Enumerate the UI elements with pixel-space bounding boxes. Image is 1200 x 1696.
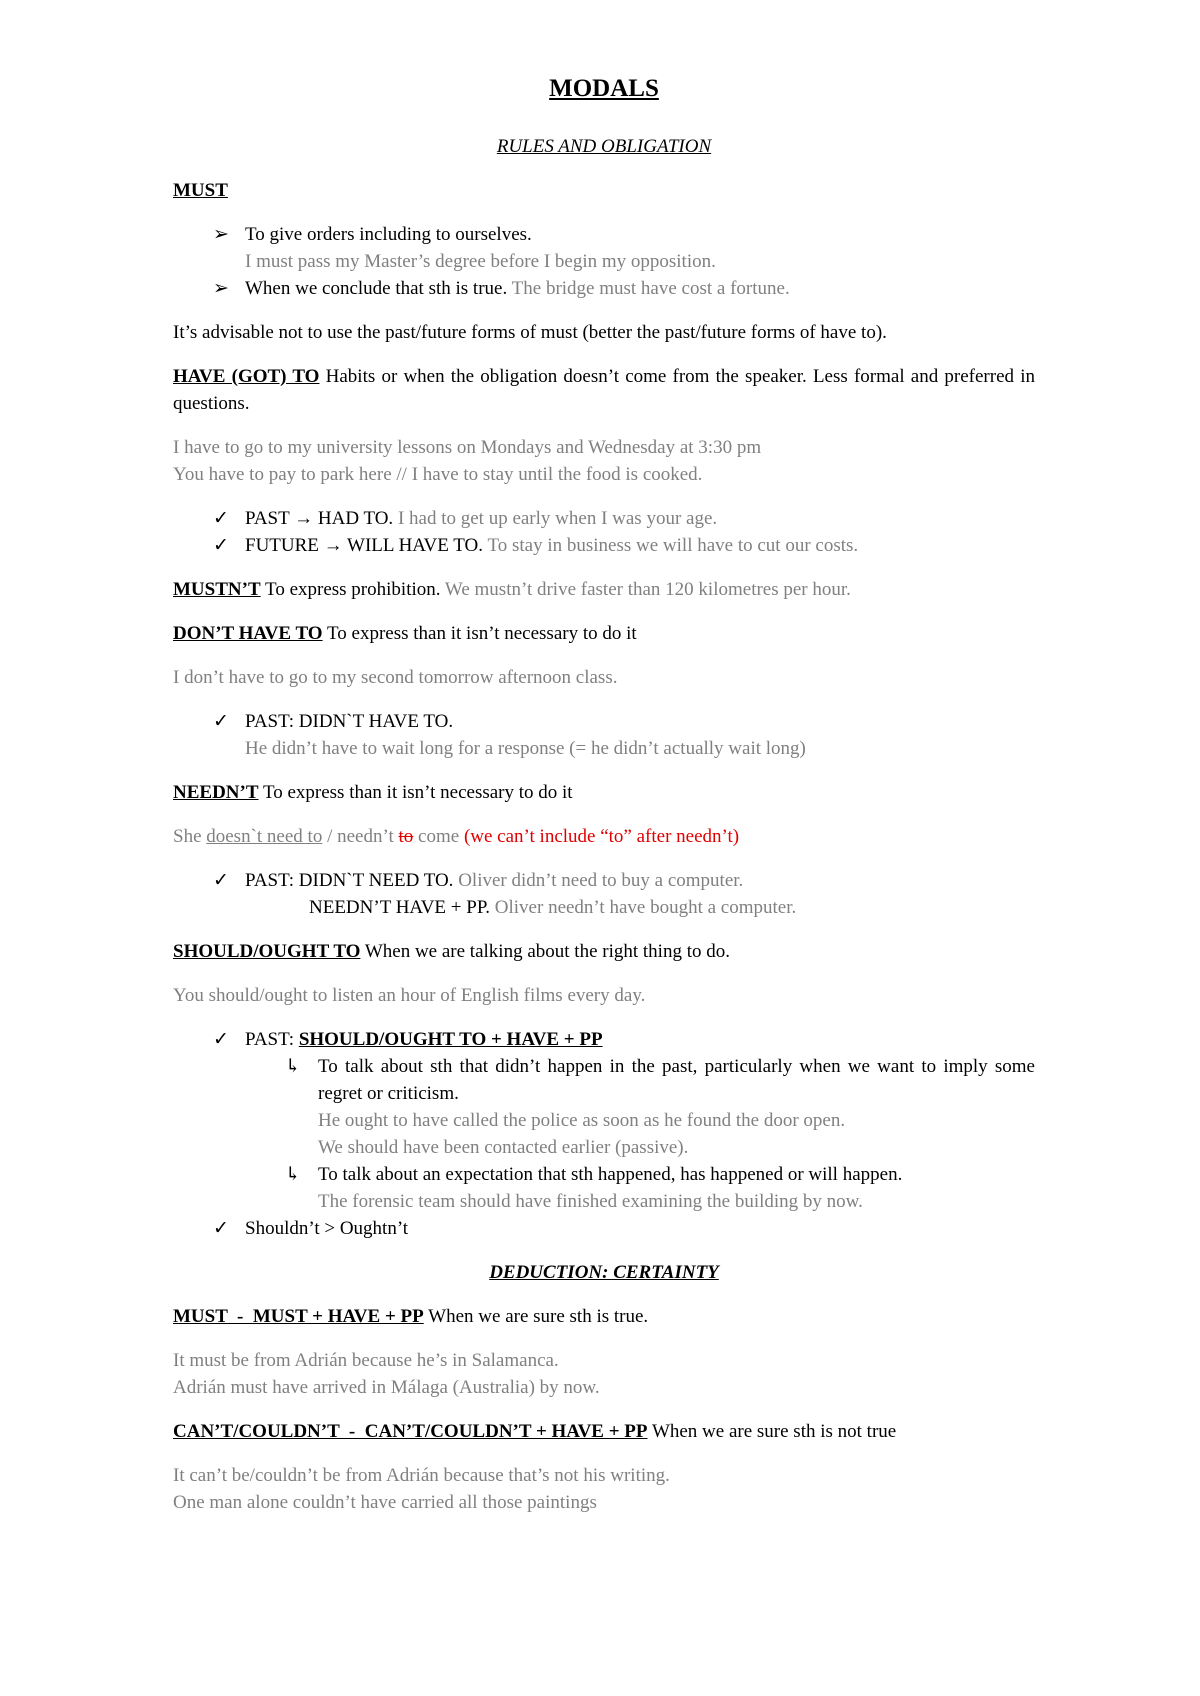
have-to-past-example: I had to get up early when I was your age. [397, 508, 718, 529]
list-item [173, 1161, 1035, 1215]
arrow-bullet-icon: ➢ [213, 224, 229, 245]
should-paragraph [173, 938, 1035, 965]
hook-arrow-icon: ↳ [285, 1056, 301, 1077]
page-title: MODALS [549, 75, 659, 102]
neednt-example [173, 823, 1035, 850]
check-icon: ✓ [213, 535, 229, 556]
mustnt-head: MUSTN’T [173, 579, 261, 600]
must-deduction-example-2: Adrián must have arrived in Málaga (Australia) by now. [173, 1377, 600, 1398]
neednt-past-1-example: Oliver didn’t need to buy a computer. [458, 870, 744, 891]
must-bullet-1-example: I must pass my Master’s degree before I begin my opposition. [245, 251, 716, 272]
should-bullets [173, 1026, 1035, 1242]
must-bullet-2: When we conclude that sth is true. [245, 278, 508, 299]
cant-example-1: It can’t be/couldn’t be from Adrián because that’s not his writing. [173, 1465, 670, 1486]
have-to-paragraph [173, 363, 1035, 417]
check-icon: ✓ [213, 1029, 229, 1050]
check-icon: ✓ [213, 1218, 229, 1239]
have-to-past: PAST → HAD TO. [245, 508, 394, 529]
check-icon: ✓ [213, 870, 229, 891]
neednt-past-2-example: Oliver needn’t have bought a computer. [494, 897, 797, 918]
must-deduction-examples [173, 1347, 1035, 1401]
list-item [173, 867, 1035, 921]
have-to-future-example: To stay in business we will have to cut our costs. [487, 535, 859, 556]
must-head: MUST [173, 180, 228, 201]
section-heading-rules: RULES AND OBLIGATION [496, 136, 712, 157]
mustnt-example: We mustn’t drive faster than 120 kilometres per hour. [444, 579, 851, 600]
neednt-head: NEEDN’T [173, 782, 259, 803]
must-deduction-example-1: It must be from Adrián because he’s in Salamanca. [173, 1350, 559, 1371]
dont-have-to-past-example: He didn’t have to wait long for a response (= he didn’t actually wait long) [245, 738, 806, 759]
neednt-example-part: She [173, 826, 207, 847]
cant-text: When we are sure sth is not true [651, 1421, 897, 1442]
must-bullets [173, 221, 1035, 302]
neednt-paragraph [173, 779, 1035, 806]
list-item [173, 532, 1035, 559]
list-item [173, 505, 1035, 532]
neednt-example-part: / needn’t [322, 826, 399, 847]
should-past-head: SHOULD/OUGHT TO + HAVE + PP [298, 1029, 603, 1050]
neednt-past-2: NEEDN’T HAVE + PP. [309, 897, 491, 918]
dont-have-to-example: I don’t have to go to my second tomorrow afternoon class. [173, 667, 618, 688]
neednt-past-1: PAST: DIDN`T NEED TO. [245, 870, 454, 891]
mustnt-paragraph [173, 576, 1035, 603]
neednt-example-part: come [413, 826, 464, 847]
neednt-example-underlined: doesn`t need to [206, 826, 323, 847]
list-item [173, 221, 1035, 275]
neednt-example-strikethrough: to [398, 826, 414, 847]
list-item [173, 1215, 1035, 1242]
should-sub-2: To talk about an expectation that sth happened, has happened or will happen. [318, 1164, 903, 1185]
have-to-example-1: I have to go to my university lessons on Mondays and Wednesday at 3:30 pm [173, 437, 762, 458]
dont-have-to-past: PAST: DIDN`T HAVE TO. [245, 711, 454, 732]
list-item [173, 708, 1035, 762]
neednt-example-note: (we can’t include “to” after needn’t) [463, 826, 740, 847]
neednt-text: To express than it isn’t necessary to do it [262, 782, 573, 803]
have-to-example-2: You have to pay to park here // I have to stay until the food is cooked. [173, 464, 703, 485]
should-sub-2-example: The forensic team should have finished examining the building by now. [318, 1191, 863, 1212]
have-to-head: HAVE (GOT) TO [173, 366, 320, 387]
dont-have-to-bullets [173, 708, 1035, 762]
should-sub-1-example-1: He ought to have called the police as soon as he found the door open. [318, 1110, 846, 1131]
hook-arrow-icon: ↳ [285, 1164, 301, 1185]
should-sub-1: To talk about sth that didn’t happen in the past, particularly when we want to imply some regret or criticism. [318, 1056, 1035, 1104]
mustnt-text: To express prohibition. [265, 579, 441, 600]
must-note: It’s advisable not to use the past/future forms of must (better the past/future forms of have to). [173, 322, 887, 343]
cant-head: CAN’T/COULDN’T - CAN’T/COULDN’T + HAVE + PP [173, 1421, 648, 1442]
must-heading [173, 177, 1035, 204]
should-comparison: Shouldn’t > Oughtn’t [245, 1218, 409, 1239]
list-item [173, 1026, 1035, 1053]
check-icon: ✓ [213, 711, 229, 732]
cant-paragraph [173, 1418, 1035, 1445]
should-past-label: PAST: [245, 1029, 295, 1050]
have-to-examples [173, 434, 1035, 488]
must-bullet-1: To give orders including to ourselves. [245, 224, 532, 245]
list-item [173, 1053, 1035, 1161]
dont-have-to-paragraph [173, 620, 1035, 647]
check-icon: ✓ [213, 508, 229, 529]
document-page [173, 72, 1035, 1533]
dont-have-to-head: DON’T HAVE TO [173, 623, 323, 644]
cant-example-2: One man alone couldn’t have carried all those paintings [173, 1492, 597, 1513]
must-deduction-head: MUST - MUST + HAVE + PP [173, 1306, 424, 1327]
arrow-bullet-icon: ➢ [213, 278, 229, 299]
should-text: When we are talking about the right thing to do. [364, 941, 730, 962]
cant-examples [173, 1462, 1035, 1516]
must-bullet-2-example: The bridge must have cost a fortune. [511, 278, 790, 299]
dont-have-to-text: To express than it isn’t necessary to do it [327, 623, 637, 644]
should-sub-1-example-2: We should have been contacted earlier (passive). [318, 1137, 689, 1158]
have-to-future: FUTURE → WILL HAVE TO. [245, 535, 484, 556]
should-example: You should/ought to listen an hour of English films every day. [173, 985, 646, 1006]
list-item [173, 275, 1035, 302]
section-heading-deduction: DEDUCTION: CERTAINTY [489, 1262, 719, 1283]
have-to-bullets [173, 505, 1035, 559]
should-head: SHOULD/OUGHT TO [173, 941, 361, 962]
must-deduction-paragraph [173, 1303, 1035, 1330]
neednt-bullets [173, 867, 1035, 921]
have-to-text: Habits or when the obligation doesn’t come from the speaker. Less formal and preferred in questions. [173, 366, 1035, 414]
must-deduction-text: When we are sure sth is true. [428, 1306, 649, 1327]
